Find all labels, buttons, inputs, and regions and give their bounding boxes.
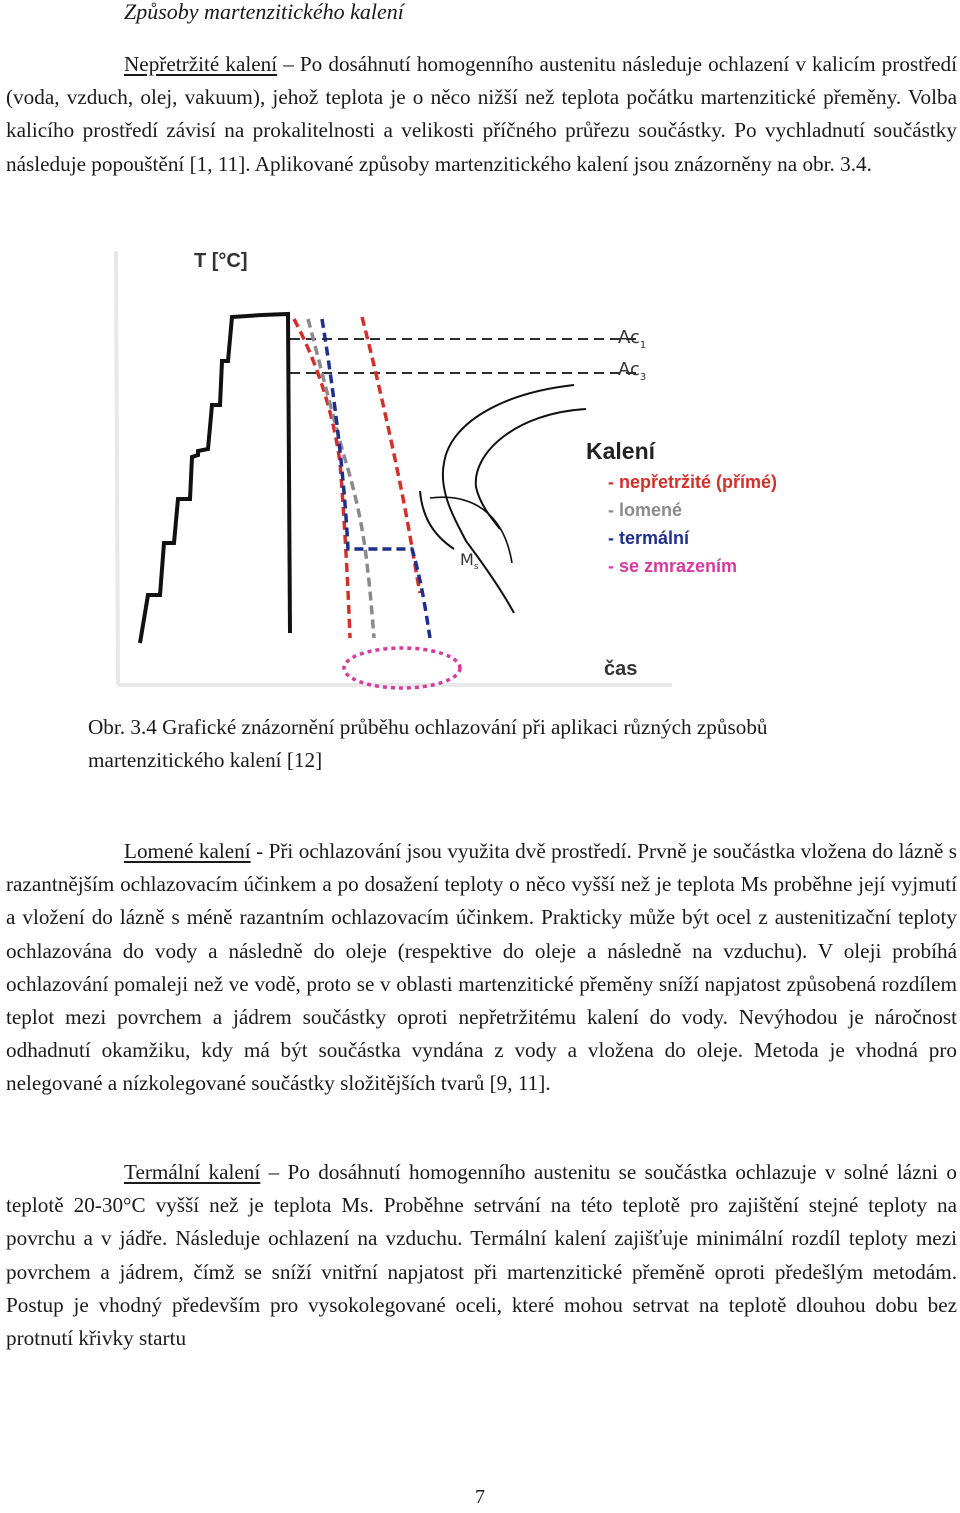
legend-item: - termální (608, 528, 690, 548)
quenching-diagram-svg (112, 243, 810, 693)
paragraph-text: - Při ochlazování jsou využita dvě prostředí. Prvně je součástka vložena do lázně s razantnějším ochlazovacím účinkem a po dosažení teploty o něco vyšší než je teplota Ms proběhne její vyjmutí a vložení do lázně s méně razantním ochlazovacím účinkem. Prakticky může být ocel z austenitizační teploty ochlazována do vody a následně do oleje (respektive do oleje a následně na vzduchu). V oleji probíhá ochlazování pomaleji než ve vodě, proto se v oblasti martenzitické přeměny sníží napjatost způsobená rozdílem teplot mezi povrchem a jádrem součástky oproti nepřetržitému kalení do vody. Nevýhodou je náročnost odhadnutí okamžiku, kdy má být součástka vyndána z vody a vložena do oleje. Metoda je vhodná pro nelegované a nízkolegované součástky složitějších tvarů [9, 11]. (6, 839, 958, 1096)
x-axis-label: čas (604, 658, 638, 680)
legend-item: - nepřetržité (přímé) (608, 472, 778, 492)
term-thermal-quenching: Termální kalení (124, 1160, 261, 1184)
paragraph-text: – Po dosáhnutí homogenního austenitu následuje ochlazení v kalicím prostředí (voda, vzduch, olej, vakuum), jehož teplota je o něco nižší než teplota počátku martenzitické přeměny. Volba kalicího prostředí závisí na prokalitelnosti a velikosti příčného průřezu součástky. Po vychladnutí součástky následuje popouštění [1, 11]. Aplikované způsoby martenzitického kalení jsou znázorněny na obr. 3.4. (6, 52, 957, 176)
legend-item: - lomené (608, 500, 683, 520)
y-axis-label: T [°C] (194, 250, 248, 272)
term-continuous-quenching: Nepřetržité kalení (124, 52, 278, 76)
term-broken-quenching: Lomené kalení (124, 839, 251, 863)
quenching-diagram (112, 243, 810, 693)
ac3-label: $Ac_3$ (618, 359, 647, 383)
legend-item: - se zmrazením (608, 556, 738, 576)
paragraph-broken-quenching (6, 835, 957, 1101)
y-axis (116, 251, 118, 685)
heating-profile-line (140, 314, 290, 643)
section-heading: Způsoby martenzitického kalení (124, 0, 404, 24)
ttt-curve-lower (420, 491, 454, 549)
paragraph-continuous-quenching (6, 48, 957, 181)
legend-title: Kalení (586, 438, 656, 464)
paragraph-text: – Po dosáhnutí homogenního austenitu se součástka ochlazuje v solné lázni o teplotě 20-30°C vyšší než je teplota Ms. Proběhne setrvání na této teplotě pro zajištění stejné teploty na povrchu a v jádře. Následuje ochlazení na vzduchu. Termální kalení zajišťuje minimální rozdíl teploty mezi povrchem a jádrem, čímž se sníží vnitřní napjatost při martenzitické přeměně oproti předešlým metodám. Postup je vhodný především pro vysokolegované oceli, které mohou setrvat na teplotě dlouhou dobu bez protnutí křivky startu (6, 1160, 957, 1351)
legend (608, 472, 777, 576)
curve-thermal (322, 319, 430, 638)
curve-broken (308, 319, 374, 638)
paragraph-thermal-quenching (6, 1156, 957, 1355)
ttt-curve-end (476, 409, 586, 529)
figure-caption: Obr. 3.4 Grafické znázornění průběhu ochlazování při aplikaci různých způsobů martenzitického kalení [12] (88, 715, 768, 772)
ac1-label: $Ac_1$ (618, 327, 647, 351)
sub-zero-ellipse (344, 648, 460, 688)
page-number: 7 (475, 1486, 485, 1508)
ms-label: $M_s$ (460, 550, 479, 572)
